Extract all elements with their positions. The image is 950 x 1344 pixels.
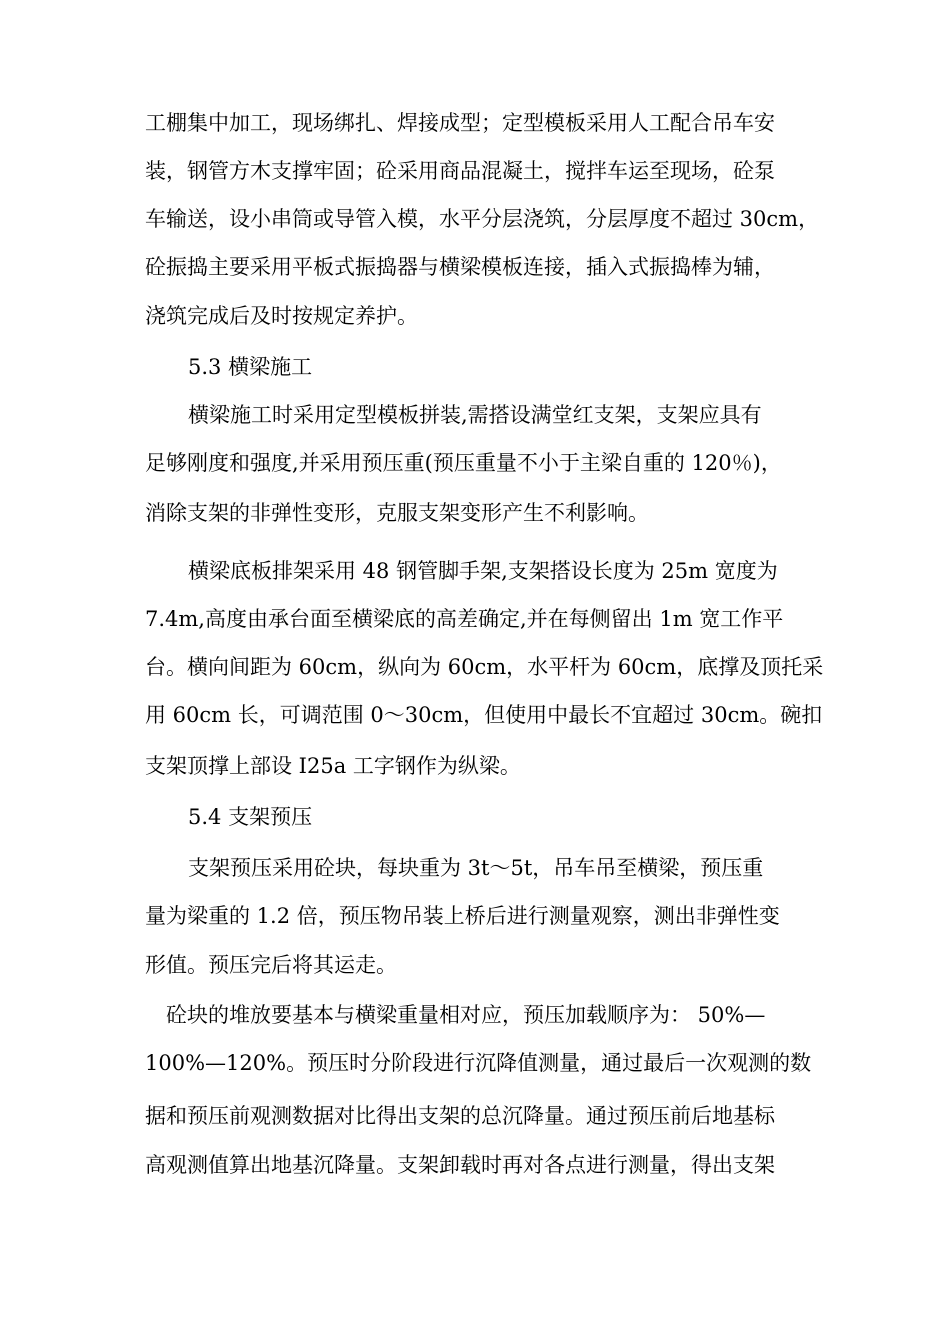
- body-line: 高观测值算出地基沉降量。支架卸载时再对各点进行测量，得出支架: [145, 1153, 775, 1177]
- body-line: 横梁施工时采用定型模板拼装,需搭设满堂红支架，支架应具有: [188, 403, 762, 427]
- body-line: 足够刚度和强度,并采用预压重(预压重量不小于主梁自重的 120％)，: [145, 451, 782, 475]
- body-line: 支架预压采用砼块，每块重为 3t～5t，吊车吊至横梁，预压重: [188, 856, 764, 880]
- body-line: 工棚集中加工，现场绑扎、焊接成型；定型模板采用人工配合吊车安: [145, 111, 775, 135]
- body-line: 砼振捣主要采用平板式振捣器与横梁模板连接，插入式振捣棒为辅，: [145, 255, 775, 279]
- body-line: 形值。预压完后将其运走。: [145, 953, 397, 977]
- body-line: 支架顶撑上部设 I25a 工字钢作为纵梁。: [145, 754, 521, 778]
- body-line: 横梁底板排架采用 48 钢管脚手架,支架搭设长度为 25m 宽度为: [188, 559, 778, 583]
- body-line: 100%—120%。预压时分阶段进行沉降值测量，通过最后一次观测的数: [145, 1051, 812, 1075]
- section-heading: 5.4 支架预压: [188, 805, 313, 829]
- body-line: 砼块的堆放要基本与横梁重量相对应，预压加载顺序为： 50%—: [166, 1003, 766, 1027]
- body-line: 浇筑完成后及时按规定养护。: [145, 304, 418, 328]
- body-line: 台。横向间距为 60cm，纵向为 60cm，水平杆为 60cm，底撑及顶托采: [145, 655, 824, 679]
- section-heading: 5.3 横梁施工: [188, 355, 313, 379]
- body-line: 用 60cm 长，可调范围 0～30cm，但使用中最长不宜超过 30cm。碗扣: [145, 703, 823, 727]
- body-line: 车输送，设小串筒或导管入模，水平分层浇筑，分层厚度不超过 30cm，: [145, 207, 820, 231]
- body-line: 消除支架的非弹性变形，克服支架变形产生不利影响。: [145, 501, 649, 525]
- body-line: 装，钢管方木支撑牢固；砼采用商品混凝土，搅拌车运至现场，砼泵: [145, 159, 775, 183]
- body-line: 量为梁重的 1.2 倍，预压物吊装上桥后进行测量观察，测出非弹性变: [145, 904, 780, 928]
- body-line: 据和预压前观测数据对比得出支架的总沉降量。通过预压前后地基标: [145, 1104, 775, 1128]
- body-line: 7.4m,高度由承台面至横梁底的高差确定,并在每侧留出 1m 宽工作平: [145, 607, 784, 631]
